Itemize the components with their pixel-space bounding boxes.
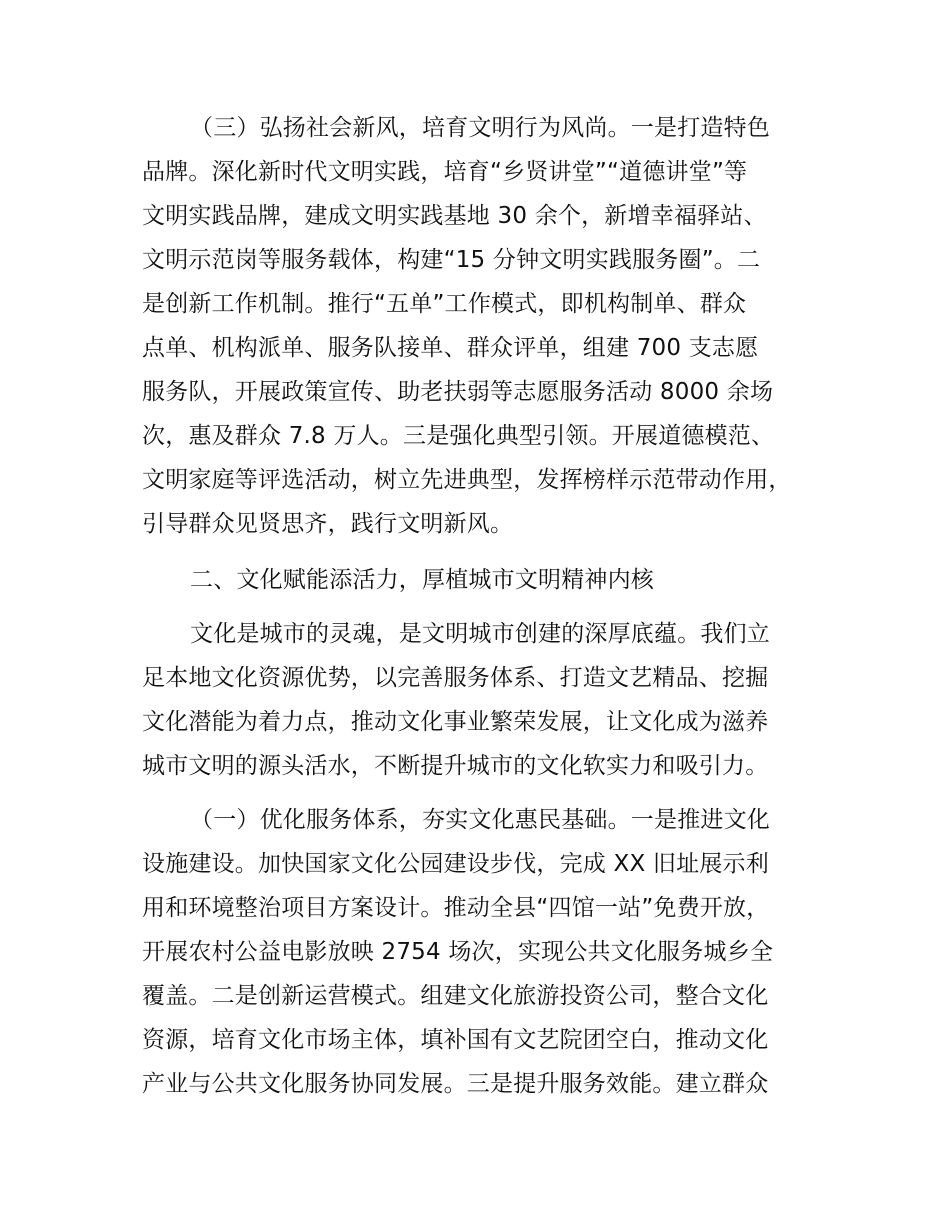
paragraph-line: 用和环境整治项目方案设计。推动全县“四馆一站”免费开放， [142, 895, 770, 921]
section-heading: 二、文化赋能添活力，厚植城市文明精神内核 [190, 567, 654, 593]
paragraph-line: 文明家庭等评选活动，树立先进典型，发挥榜样示范带动作用， [142, 467, 792, 493]
paragraph-line: 城市文明的源头活水，不断提升城市的文化软实力和吸引力。 [142, 753, 769, 779]
paragraph-line: 引导群众见贤思齐，践行文明新风。 [142, 511, 514, 537]
paragraph-line: 文明实践品牌，建成文明实践基地 30 余个，新增幸福驿站、 [142, 203, 767, 229]
paragraph-line: （三）弘扬社会新风，培育文明行为风尚。一是打造特色 [190, 115, 770, 141]
paragraph-line: （一）优化服务体系，夯实文化惠民基础。一是推进文化 [190, 807, 770, 833]
paragraph-line: 文化潜能为着力点，推动文化事业繁荣发展，让文化成为滋养 [142, 709, 769, 735]
paragraph-line: 文明示范岗等服务载体，构建“15 分钟文明实践服务圈”。二 [142, 247, 761, 273]
paragraph-line: 服务队，开展政策宣传、助老扶弱等志愿服务活动 8000 余场 [142, 379, 774, 405]
paragraph-line: 点单、机构派单、服务队接单、群众评单，组建 700 支志愿 [142, 335, 759, 361]
paragraph-line: 资源，培育文化市场主体，填补国有文艺院团空白，推动文化 [142, 1027, 769, 1053]
paragraph-line: 品牌。深化新时代文明实践，培育“乡贤讲堂”“道德讲堂”等 [142, 159, 748, 185]
paragraph-line: 文化是城市的灵魂，是文明城市创建的深厚底蕴。我们立 [190, 621, 770, 647]
paragraph-line: 次，惠及群众 7.8 万人。三是强化典型引领。开展道德模范、 [142, 423, 775, 449]
paragraph-line: 产业与公共文化服务协同发展。三是提升服务效能。建立群众 [142, 1071, 769, 1097]
paragraph-line: 设施建设。加快国家文化公园建设步伐，完成 XX 旧址展示利 [142, 851, 769, 877]
paragraph-line: 是创新工作机制。推行“五单”工作模式，即机构制单、群众 [142, 291, 747, 317]
paragraph-line: 开展农村公益电影放映 2754 场次，实现公共文化服务城乡全 [142, 939, 774, 965]
paragraph-line: 覆盖。二是创新运营模式。组建文化旅游投资公司，整合文化 [142, 983, 769, 1009]
paragraph-line: 足本地文化资源优势，以完善服务体系、打造文艺精品、挖掘 [142, 665, 769, 691]
